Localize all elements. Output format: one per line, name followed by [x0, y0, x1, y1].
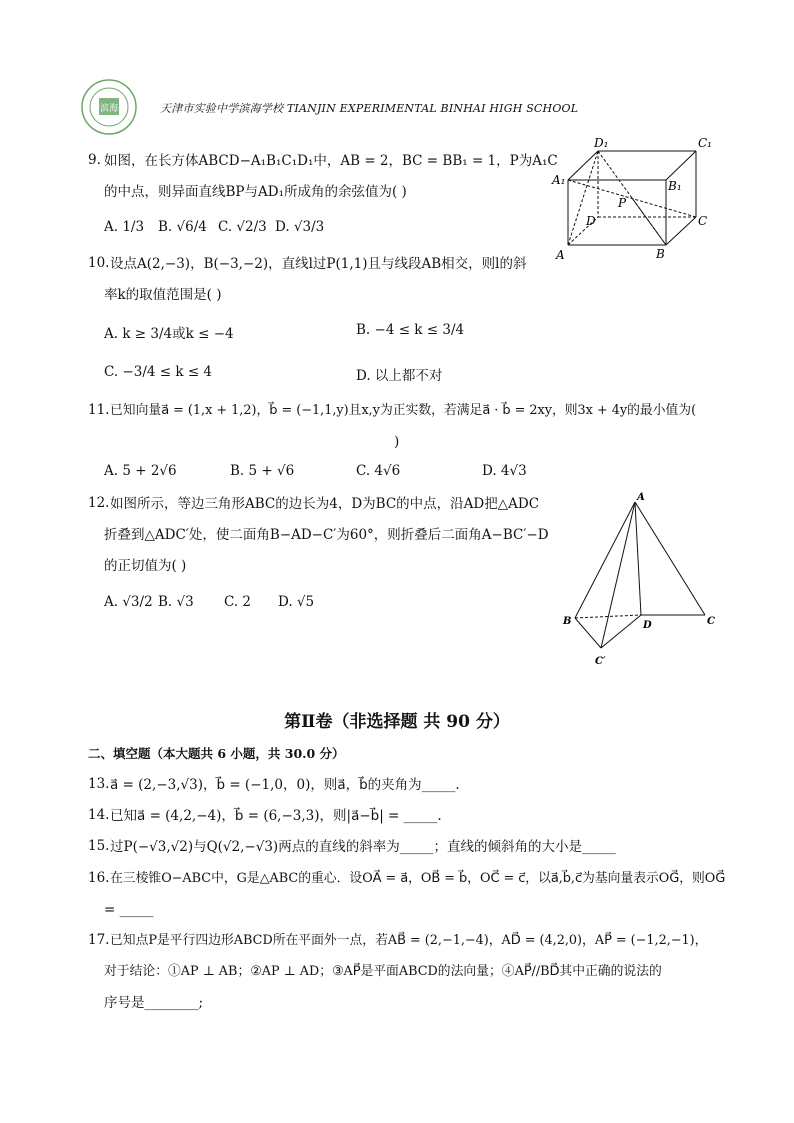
- q9-line2: 的中点，则异面直线BP与AD₁所成角的余弦值为( ): [104, 184, 407, 200]
- q10-number: 10.: [88, 255, 110, 271]
- q12-option-c: C. 2: [224, 594, 252, 610]
- q12-line3: 的正切值为( ): [104, 558, 187, 574]
- q11-option-d: D. 4√3: [482, 463, 527, 479]
- q9-option-c: C. √2/3: [218, 219, 267, 235]
- q10-option-a: A. k ≥ 3/4或k ≤ −4: [104, 326, 234, 342]
- q12-line2: 折叠到△ADC′处，使二面角B−AD−C′为60°，则折叠后二面角A−BC′−D: [104, 527, 549, 543]
- fig9-label-c1: C₁: [698, 136, 712, 150]
- figure-cuboid: [548, 135, 718, 265]
- q17-number: 17.: [88, 932, 110, 948]
- q14-number: 14.: [88, 807, 110, 823]
- section-subtitle: 二、填空题（本大题共 6 小题，共 30.0 分）: [88, 746, 345, 761]
- section-title: 第Ⅱ卷（非选择题 共 90 分）: [284, 712, 510, 732]
- fig9-label-b: B: [656, 247, 665, 261]
- q11-line2: ): [394, 434, 400, 450]
- q15-text: 过P(−√3,√2)与Q(√2,−√3)两点的直线的斜率为_____；直线的倾斜角的大小是_____: [110, 839, 616, 855]
- q11-number: 11.: [88, 402, 110, 418]
- logo-text: 滨海: [99, 104, 119, 114]
- q10-option-b: B. −4 ≤ k ≤ 3/4: [356, 322, 465, 338]
- q10-line1: 设点A(2,−3)，B(−3,−2)，直线l过P(1,1)且与线段AB相交，则l的斜: [110, 256, 527, 272]
- fig9-label-d: D: [586, 214, 596, 228]
- q12-option-b: B. √3: [158, 594, 194, 610]
- fig12-label-a: A: [637, 492, 645, 503]
- q17-line2: 对于结论：①AP ⊥ AB；②AP ⊥ AD；③AP⃗是平面ABCD的法向量；④AP⃗//BD⃗其中正确的说法的: [104, 964, 662, 979]
- q11-option-b: B. 5 + √6: [230, 463, 295, 479]
- q9-option-b: B. √6/4: [158, 219, 207, 235]
- q10-line2: 率k的取值范围是( ): [104, 287, 222, 303]
- q10-option-d: D. 以上都不对: [356, 368, 443, 384]
- fig12-label-c: C: [707, 616, 715, 627]
- q13-text: a⃗ = (2,−3,√3)，b⃗ = (−1,0，0)，则a⃗，b⃗的夹角为_____.: [110, 777, 460, 793]
- q17-line3: 序号是________;: [104, 995, 204, 1011]
- fig9-label-p: P: [618, 196, 627, 210]
- fig9-label-c: C: [698, 214, 708, 228]
- q11-line1: 已知向量a⃗ = (1,x + 1,2)，b⃗ = (−1,1,y)且x,y为正实数，若满足a⃗ · b⃗ = 2xy，则3x + 4y的最小值为(: [110, 403, 697, 418]
- q12-option-a: A. √3/2: [104, 594, 153, 610]
- q17-line1: 已知点P是平行四边形ABCD所在平面外一点，若AB⃗ = (2,−1,−4)，AD⃗ = (4,2,0)，AP⃗ = (−1,2,−1)，: [110, 933, 708, 948]
- q11-option-c: C. 4√6: [356, 463, 401, 479]
- q16-line1: 在三棱锥O−ABC中，G是△ABC的重心．设OA⃗ = a⃗，OB⃗ = b⃗，OC⃗ = c⃗，以a⃗,b⃗,c⃗为基向量表示OG⃗，则OG⃗: [110, 871, 726, 886]
- q16-line2: = _____: [104, 902, 154, 918]
- fig12-label-d: D: [643, 620, 652, 631]
- fig9-label-a: A: [556, 248, 565, 262]
- fig12-label-c-prime: C′: [595, 656, 606, 667]
- q15-number: 15.: [88, 838, 110, 854]
- q12-line1: 如图所示，等边三角形ABC的边长为4，D为BC的中点，沿AD把△ADC: [110, 496, 540, 512]
- fig9-label-d1: D₁: [594, 136, 609, 150]
- school-header: 天津市实验中学滨海学校 TIANJIN EXPERIMENTAL BINHAI HIGH SCHOOL: [160, 102, 579, 115]
- q10-option-c: C. −3/4 ≤ k ≤ 4: [104, 364, 213, 380]
- q9-number: 9.: [88, 152, 101, 168]
- q9-line1: 如图，在长方体ABCD−A₁B₁C₁D₁中，AB = 2，BC = BB₁ = 1，P为A₁C: [104, 153, 558, 169]
- school-logo: [80, 78, 138, 136]
- q11-option-a: A. 5 + 2√6: [104, 463, 177, 479]
- q12-number: 12.: [88, 495, 110, 511]
- q9-option-a: A. 1/3: [104, 219, 145, 235]
- fig12-label-b: B: [563, 616, 572, 627]
- fig9-label-b1: B₁: [668, 179, 682, 193]
- q13-number: 13.: [88, 776, 110, 792]
- q14-text: 已知a⃗ = (4,2,−4)，b⃗ = (6,−3,3)，则|a⃗−b⃗| = _____.: [110, 808, 442, 824]
- fig9-label-a1: A₁: [552, 173, 566, 187]
- figure-pyramid: [555, 488, 725, 668]
- q9-option-d: D. √3/3: [275, 219, 325, 235]
- q12-option-d: D. √5: [278, 594, 315, 610]
- q16-number: 16.: [88, 870, 110, 886]
